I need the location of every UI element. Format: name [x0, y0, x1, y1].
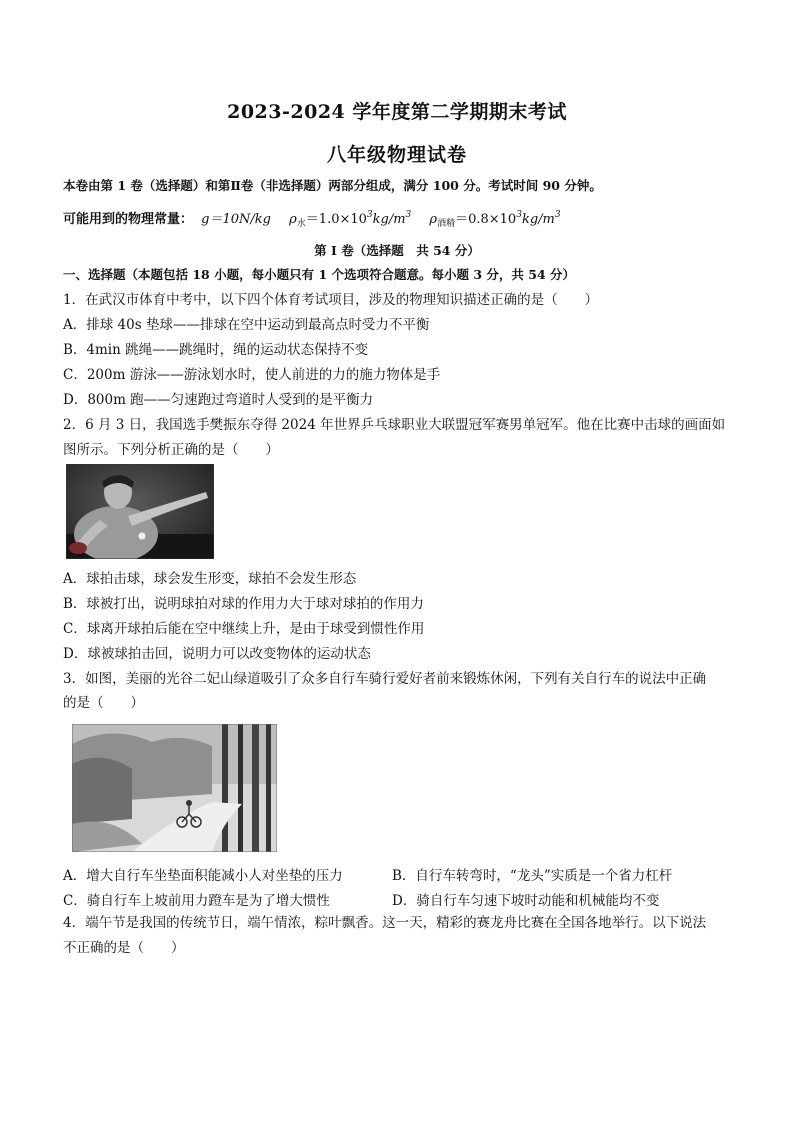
question-3-stem-line-2: 的是（ ）: [63, 695, 144, 711]
exam-title: 2023-2024 学年度第二学期期末考试: [227, 101, 567, 123]
table-tennis-photo: [66, 464, 214, 559]
question-3-option-d: D．骑自行车匀速下坡时动能和机械能均不变: [392, 893, 660, 909]
question-3-option-c: C．骑自行车上坡前用力蹬车是为了增大惯性: [63, 893, 330, 909]
question-2-stem-line-1: 2．6 月 3 日，我国选手樊振东夺得 2024 年世界乒乓球职业大联盟冠军赛男单冠军。他在比赛中击球的画面如: [63, 417, 726, 433]
constant-rho-alcohol: $\rho_{酒精}=0.8\times 10^3kg/m^3$: [429, 210, 561, 229]
greenway-photo: [72, 724, 277, 852]
question-1-option-b: B．4min 跳绳——跳绳时，绳的运动状态保持不变: [63, 342, 369, 358]
exam-intro: 本卷由第 1 卷（选择题）和第Ⅱ卷（非选择题）两部分组成，满分 100 分。考试时间 90 分钟。: [63, 178, 602, 193]
question-1-stem: 1．在武汉市体育中考中，以下四个体育考试项目，涉及的物理知识描述正确的是（ ）: [63, 292, 599, 308]
question-1-option-d: D．800m 跑——匀速跑过弯道时人受到的是平衡力: [63, 392, 374, 408]
constant-g: g＝10N/kg: [201, 212, 271, 227]
constants-label: 可能用到的物理常量：: [63, 212, 194, 227]
question-3-stem-line-1: 3．如图，美丽的光谷二妃山绿道吸引了众多自行车骑行爱好者前来锻炼休闲，下列有关自行车的说法中正确: [63, 671, 707, 687]
question-2-option-b: B．球被打出，说明球拍对球的作用力大于球对球拍的作用力: [63, 596, 424, 612]
question-4-stem-line-2: 不正确的是（ ）: [63, 940, 185, 956]
question-2-option-c: C．球离开球拍后能在空中继续上升，是由于球受到惯性作用: [63, 621, 425, 637]
section-instruction: 一、选择题（本题包括 18 小题，每小题只有 1 个选项符合题意。每小题 3 分，共 54 分）: [63, 267, 576, 282]
question-2-option-a: A．球拍击球，球会发生形变，球拍不会发生形态: [63, 571, 357, 587]
question-4-stem-line-1: 4．端午节是我国的传统节日，端午情浓，粽叶飘香。这一天，精彩的赛龙舟比赛在全国各地举行。以下说法: [63, 915, 707, 931]
question-2-stem-line-2: 图所示。下列分析正确的是（ ）: [63, 442, 279, 458]
question-1-option-a: A．排球 40s 垫球——排球在空中运动到最高点时受力不平衡: [63, 317, 430, 333]
section-heading: 第 I 卷（选择题 共 54 分）: [314, 243, 480, 258]
constant-rho-water: $\rho_水=1.0\times 10^3kg/m^3$: [289, 210, 412, 229]
exam-subtitle: 八年级物理试卷: [326, 144, 467, 166]
question-1-option-c: C．200m 游泳——游泳划水时，使人前进的力的施力物体是手: [63, 367, 441, 383]
question-3-option-a: A．增大自行车坐垫面积能减小人对坐垫的压力: [63, 868, 343, 884]
question-2-option-d: D．球被球拍击回，说明力可以改变物体的运动状态: [63, 646, 371, 662]
physics-constants: [63, 206, 561, 233]
question-3-option-b: B．自行车转弯时，“龙头”实质是一个省力杠杆: [392, 868, 673, 884]
